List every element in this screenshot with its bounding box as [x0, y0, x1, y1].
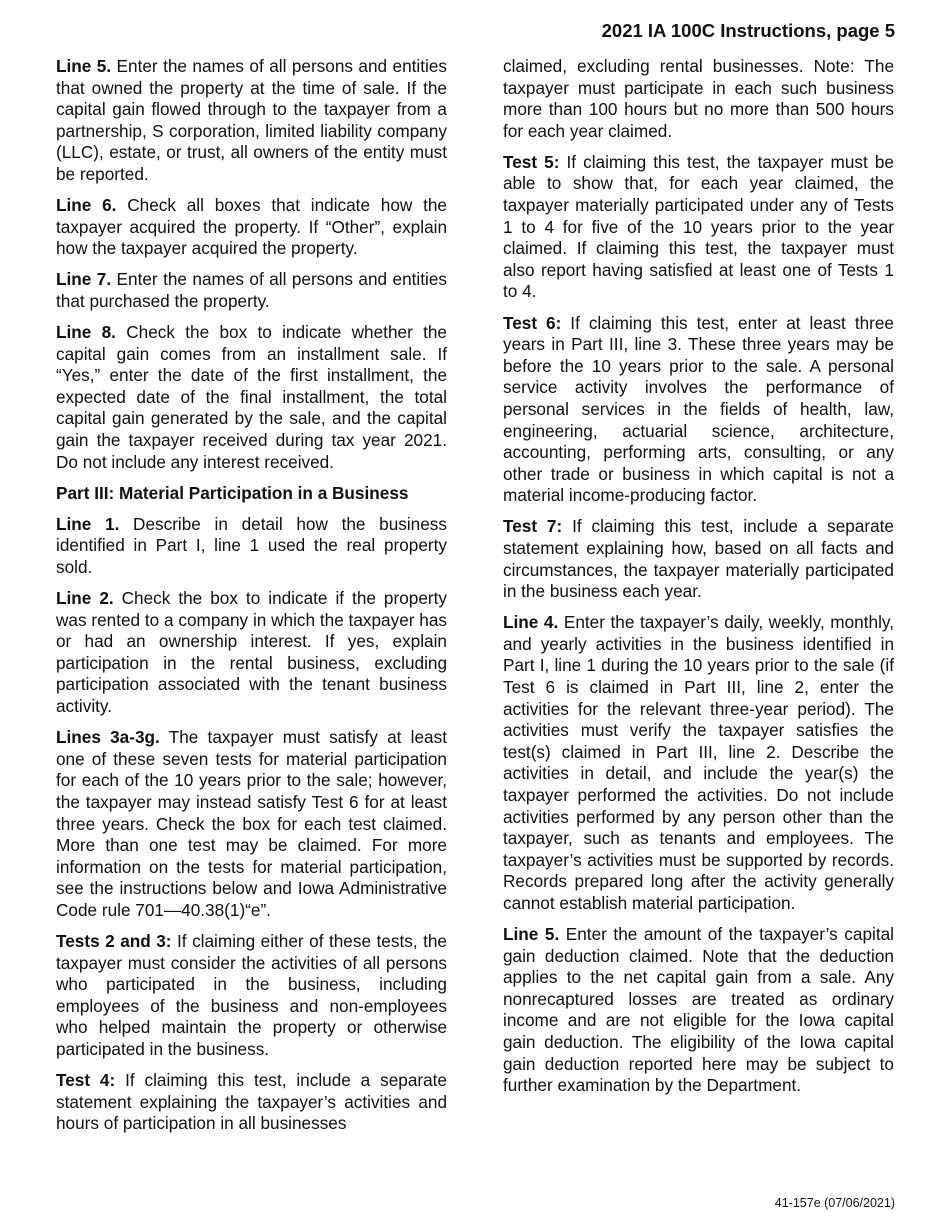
- section-heading-part-3: Part III: Material Participation in a Business: [56, 482, 409, 503]
- page-header: 2021 IA 100C Instructions, page 5: [601, 20, 895, 41]
- paragraph-part3-line-2: [56, 588, 447, 718]
- paragraph-lead: Test 4:: [56, 1070, 116, 1091]
- paragraph-line-7: [56, 269, 447, 312]
- form-code: 41-157e (07/06/2021): [774, 1196, 895, 1210]
- paragraph-test-6: [503, 313, 894, 507]
- paragraph-text: Enter the amount of the taxpayer’s capital gain deduction claimed. Note that the deduction applies to the net capital gain from a sale. Any nonrecaptured losses are treated as ordinary income and are not eligible for the Iowa capital gain deduction. The eligibility of the Iowa capital gain deduction reported here may be subject to further examination by the Department.: [503, 924, 894, 1096]
- paragraph-tests-2-and-3: [56, 931, 447, 1061]
- paragraph-lead: Test 6:: [503, 312, 562, 333]
- paragraph-lead: Line 5.: [503, 924, 560, 945]
- paragraph-part3-line-4: [503, 612, 894, 914]
- paragraph-text: Enter the names of all persons and entities that owned the property at the time of sale. If the capital gain flowed through to the taxpayer from a partnership, S corporation, limited liability company (LLC), estate, or trust, all owners of the entity must be reported.: [56, 56, 447, 184]
- paragraph-lead: Line 4.: [503, 612, 559, 633]
- paragraph-test-7: [503, 516, 894, 602]
- paragraph-lead: Lines 3a-3g.: [56, 727, 160, 748]
- paragraph-text: Describe in detail how the business identified in Part I, line 1 used the real property sold.: [56, 513, 447, 577]
- paragraph-test-4-continued: [503, 56, 894, 142]
- paragraph-test-4: [56, 1070, 447, 1135]
- paragraph-text: If claiming either of these tests, the taxpayer must consider the activities of all persons who participated in the business, including employees of the business and non-employees who helped maintain the property or otherwise participated in the business.: [56, 930, 447, 1059]
- paragraph-lead: Line 5.: [56, 56, 112, 76]
- paragraph-text: If claiming this test, the taxpayer must be able to show that, for each year claimed, the taxpayer materially participated under any of Tests 1 to 4 for five of the 10 years prior to the year claimed. If claiming this test, the taxpayer must also report having satisfied at least one of Tests 1 to 4.: [503, 151, 894, 302]
- paragraph-text: Enter the names of all persons and entities that purchased the property.: [56, 269, 447, 311]
- left-column: [56, 56, 447, 1144]
- paragraph-lines-3a-3g: [56, 727, 447, 921]
- paragraph-lead: Line 6.: [56, 195, 117, 216]
- paragraph-part3-line-1: [56, 514, 447, 579]
- paragraph-lead: Test 5:: [503, 151, 560, 172]
- paragraph-text: If claiming this test, include a separate statement explaining the taxpayer’s activities and hours of participation in all businesses: [56, 1070, 447, 1134]
- paragraph-line-8: [56, 322, 447, 473]
- paragraph-text: If claiming this test, include a separate statement explaining how, based on all facts and circumstances, the taxpayer materially participated in the business each year.: [503, 516, 894, 602]
- paragraph-text: claimed, excluding rental businesses. Note: The taxpayer must participate in each such business more than 100 hours but no more than 500 hours for each year claimed.: [503, 56, 894, 141]
- paragraph-part3-line-5: [503, 924, 894, 1097]
- paragraph-text: Check the box to indicate whether the capital gain comes from an installment sale. If “Yes,” enter the date of the first installment, the expected date of the final installment, the total capital gain generated by the sale, and the capital gain the taxpayer received during tax year 2021. Do not include any interest received.: [56, 322, 447, 472]
- paragraph-text: If claiming this test, enter at least three years in Part III, line 3. These three years may be before the 10 years prior to the sale. A personal service activity involves the performance of personal services in the fields of health, law, engineering, actuarial science, architecture, accounting, performing arts, consulting, or any other trade or business in which capital is not a material income-producing factor.: [503, 312, 894, 506]
- paragraph-lead: Line 2.: [56, 588, 114, 609]
- paragraph-text: Enter the taxpayer’s daily, weekly, monthly, and yearly activities in the business identified in Part I, line 1 during the 10 years prior to the sale (if Test 6 is claimed in Part III, line 2, enter the activities for the relevant three-year period). The activities must verify the taxpayer satisfies the test(s) claimed in Part III, line 2. Describe the activities in detail, and include the year(s) the taxpayer performed the activities. Do not include activities performed by any person other than the taxpayer, such as tenants and employees. The taxpayer’s activities must be supported by records. Records prepared long after the activity generally cannot establish material participation.: [503, 612, 894, 913]
- paragraph-text: Check the box to indicate if the property was rented to a company in which the taxpayer has or had an ownership interest. If yes, explain participation in the rental business, excluding participation associated with the tenant business activity.: [56, 588, 447, 717]
- paragraph-lead: Line 8.: [56, 322, 116, 343]
- right-column: [503, 56, 894, 1106]
- paragraph-test-5: [503, 152, 894, 303]
- paragraph-lead: Line 7.: [56, 269, 112, 290]
- paragraph-lead: Tests 2 and 3:: [56, 930, 172, 951]
- paragraph-line-6: [56, 195, 447, 260]
- paragraph-text: The taxpayer must satisfy at least one of these seven tests for material participation for each of the 10 years prior to the sale; however, the taxpayer may instead satisfy Test 6 for at least three years. Check the box for each test claimed. More than one test may be claimed. For more information on the tests for material participation, see the instructions below and Iowa Administrative Code rule 701—40.38(1)“e”.: [56, 727, 447, 920]
- paragraph-lead: Line 1.: [56, 513, 120, 534]
- paragraph-line-5: [56, 56, 447, 186]
- paragraph-text: Check all boxes that indicate how the taxpayer acquired the property. If “Other”, explain how the taxpayer acquired the property.: [56, 195, 447, 259]
- paragraph-lead: Test 7:: [503, 516, 563, 537]
